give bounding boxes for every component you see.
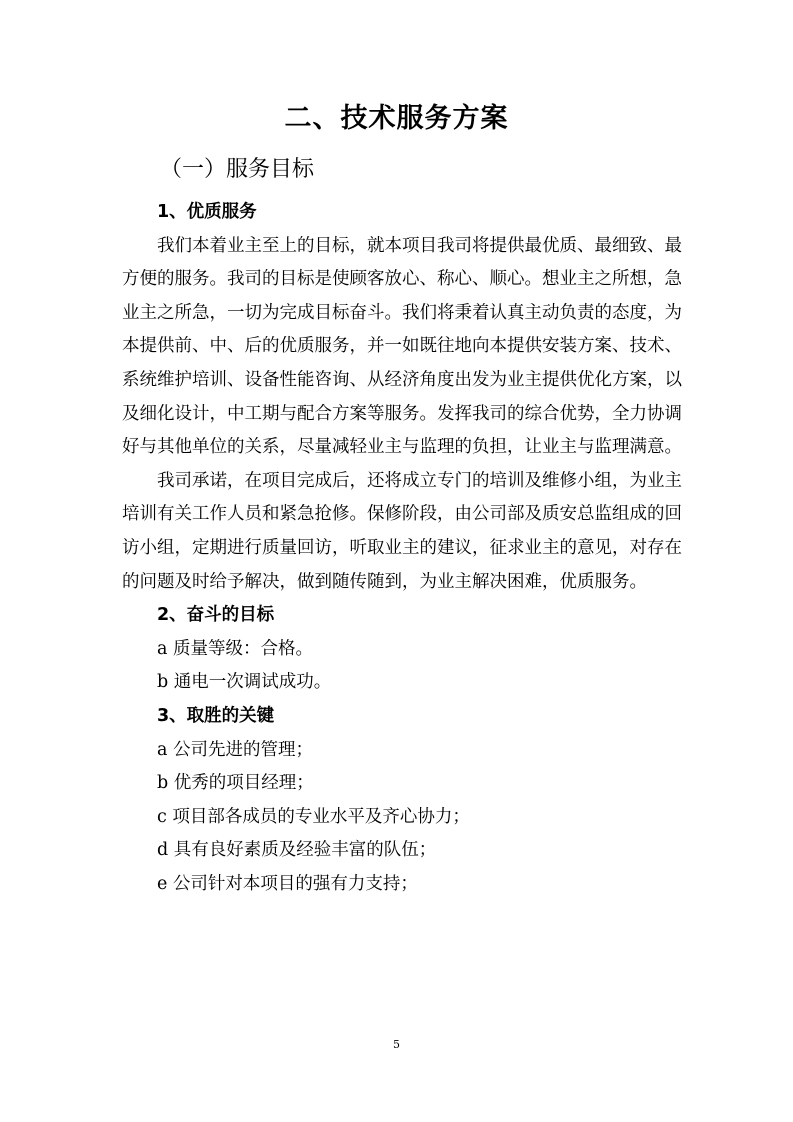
- paragraph-1: 我们本着业主至上的目标，就本项目我司将提供最优质、最细致、最方便的服务。我司的目标是使顾客放心、称心、顺心。想业主之所想，急业主之所急，一切为完成目标奋斗。我们将秉着认真主动负责的态度，为本提供前、中、后的优质服务，并一如既往地向本提供安装方案、技术、系统维护培训、设备性能咨询、从经济角度出发为业主提供优化方案，以及细化设计，中工期与配合方案等服务。发挥我司的综合优势，全力协调好与其他单位的关系，尽量减轻业主与监理的负担，让业主与监理满意。: [122, 235, 682, 458]
- heading-key-to-success: 3、取胜的关键: [157, 705, 275, 726]
- page-number: 5: [393, 1038, 400, 1051]
- heading-quality-service: 1、优质服务: [157, 202, 257, 222]
- list-item: c 项目部各成员的专业水平及齐心协力；: [157, 806, 470, 827]
- list-item: a 质量等级：合格。: [157, 638, 313, 659]
- paragraph-2: 我司承诺，在项目完成后，还将成立专门的培训及维修小组，为业主培训有关工作人员和紧急抢修。保修阶段，由公司部及质安总监组成的回访小组，定期进行质量回访，听取业主的建议，征求业主的意见，对存在的问题及时给予解决，做到随传随到，为业主解决困难，优质服务。: [122, 470, 682, 592]
- page-title: 二、技术服务方案: [284, 103, 509, 134]
- list-item: d 具有良好素质及经验丰富的队伍；: [157, 840, 437, 861]
- section-subtitle: （一）服务目标: [160, 157, 315, 182]
- heading-goals: 2、奋斗的目标: [157, 605, 275, 626]
- document-body: [122, 196, 682, 901]
- list-item: e 公司针对本项目的强有力支持；: [157, 873, 418, 894]
- list-item: b 通电一次调试成功。: [157, 672, 332, 693]
- list-item: a 公司先进的管理；: [157, 739, 313, 760]
- list-item: b 优秀的项目经理；: [157, 773, 314, 794]
